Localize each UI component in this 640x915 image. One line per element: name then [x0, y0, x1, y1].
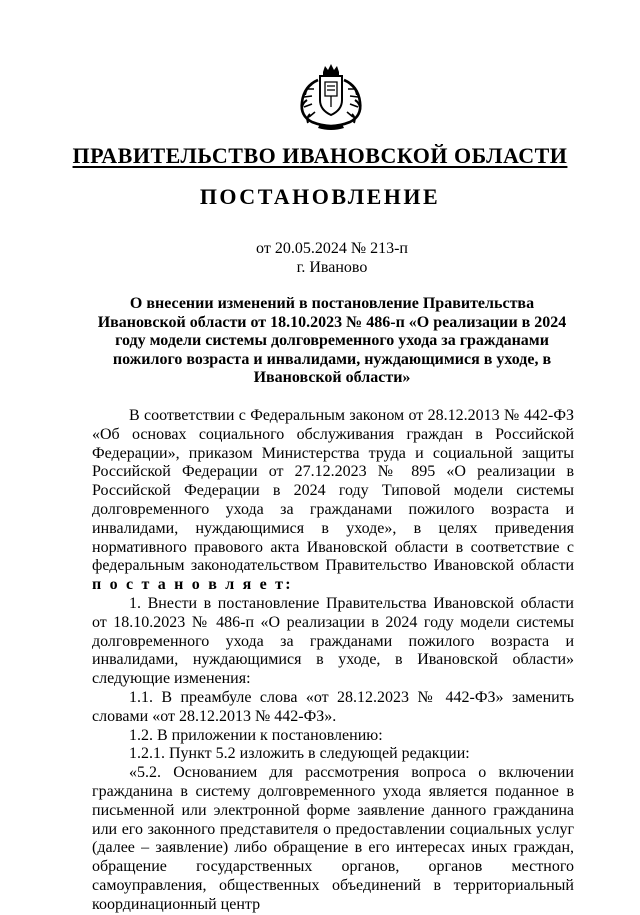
document-subject: О внесении изменений в постановление Правительства Ивановской области от 18.10.2023 № 486-п «О реализации в 2024 году модели системы долговременного ухода за гражданами пожилого возраста и инвалидами, нуждающимися в уходе, в Ивановской области» — [97, 295, 567, 387]
clause-1-1: 1.1. В преамбуле слова «от 28.12.2023 № 442-ФЗ» заменить словами «от 28.12.2013 № 442-ФЗ». — [92, 688, 574, 725]
clause-1-2: 1.2. В приложении к постановлению: — [129, 726, 383, 744]
coat-of-arms-icon — [292, 62, 370, 132]
document-type: ПОСТАНОВЛЕНИЕ — [199, 184, 441, 209]
document-body — [92, 407, 574, 915]
decree-word: п о с т а н о в л я е т: — [92, 576, 293, 594]
clause-5-2: «5.2. Основанием для рассмотрения вопроса о включении гражданина в систему долговременного ухода является поданное в письменной или электронной форме заявление данного гражданина или его законного представителя о предоставлении социальных услуг (далее – заявление) либо обращение в его интересах иных граждан, обращение государственных органов, органов местного самоуправления, общественных объединений в территориальный координационный центр — [92, 764, 574, 913]
government-title: ПРАВИТЕЛЬСТВО ИВАНОВСКОЙ ОБЛАСТИ — [72, 143, 568, 168]
preamble-text: В соответствии с Федеральным законом от 28.12.2013 № 442-ФЗ «Об основах социального обслуживания граждан в Российской Федерации», приказом Министерства труда и социальной защиты Российской Федерации от 27.12.2023 № 895 «О реализации в Российской Федерации в 2024 году Типовой модели системы долговременного ухода за гражданами пожилого возраста и инвалидами, нуждающимися в уходе», в целях приведения нормативного правового акта Ивановской области в соответствие с федеральным законодательством Правительство Ивановской области — [92, 407, 574, 575]
preamble-paragraph — [92, 407, 574, 595]
clause-1: 1. Внести в постановление Правительства Ивановской области от 18.10.2023 № 486-п «О реализации в 2024 году модели системы долговременного ухода за гражданами пожилого возраста и инвалидами, нуждающимися в уходе, в Ивановской области» следующие изменения: — [92, 594, 574, 688]
date-number: от 20.05.2024 № 213-п — [256, 240, 408, 257]
city: г. Иваново — [296, 259, 368, 276]
clause-1-2-1: 1.2.1. Пункт 5.2 изложить в следующей редакции: — [129, 745, 470, 763]
